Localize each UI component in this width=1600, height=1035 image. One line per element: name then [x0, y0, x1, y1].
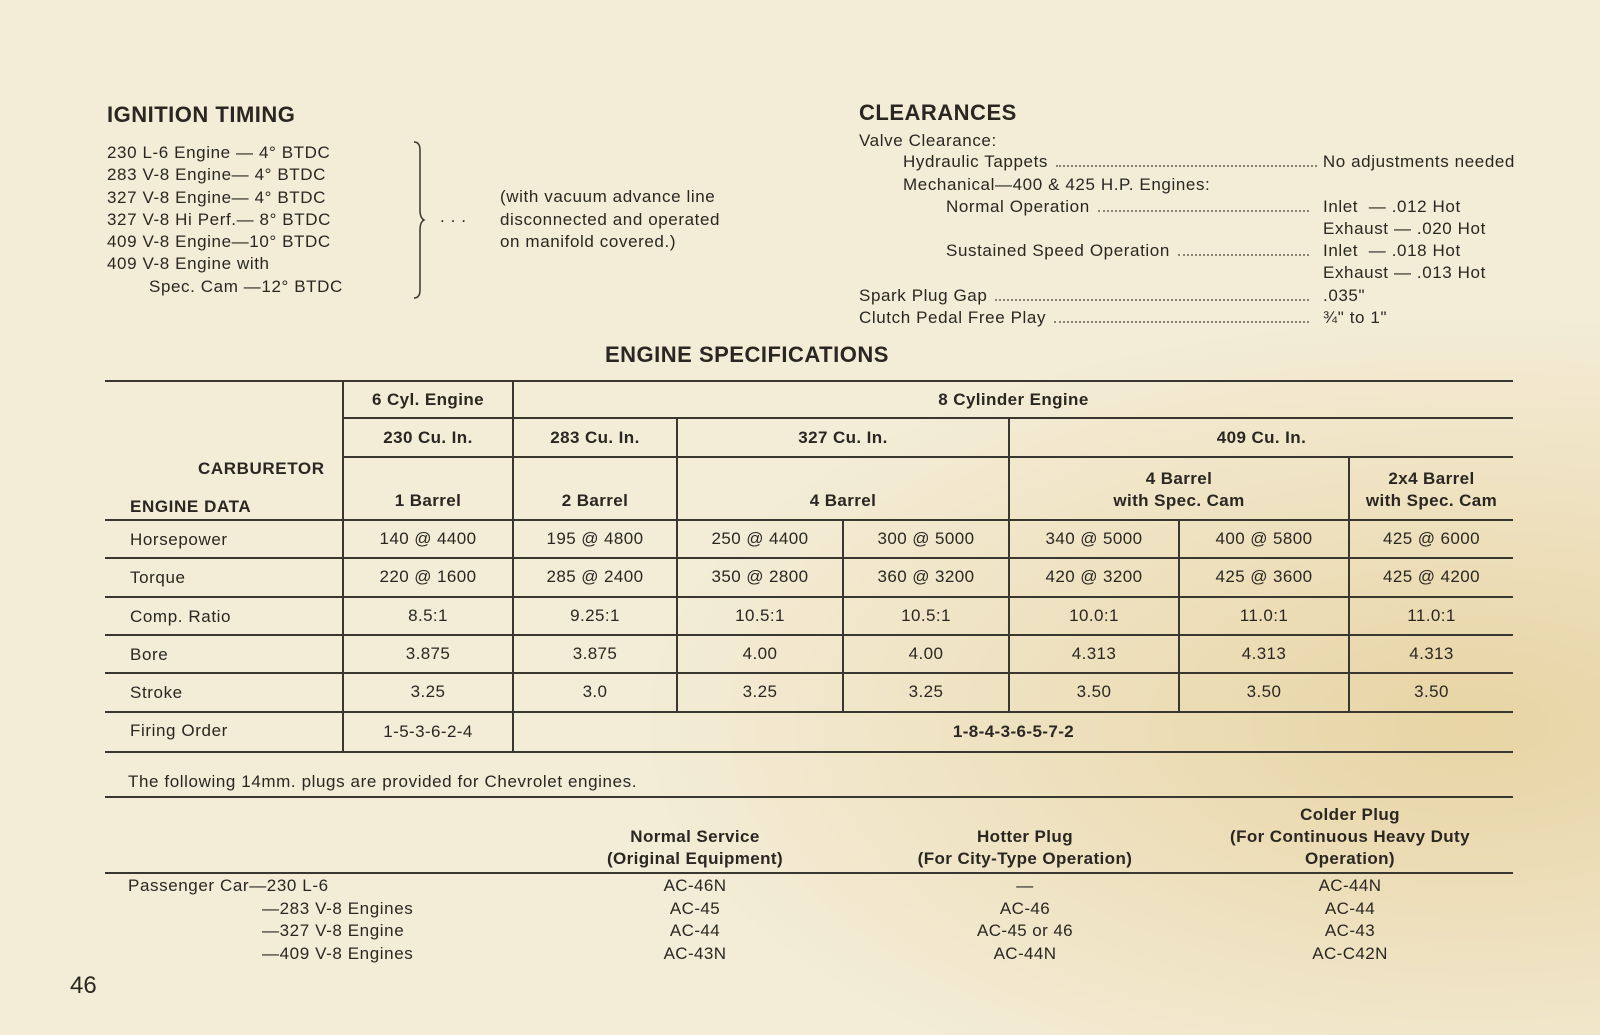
spec-cell: 9.25:1 [570, 606, 620, 625]
firing-order-label: Firing Order [130, 721, 228, 740]
spec-cell: 285 @ 2400 [546, 567, 644, 586]
barrel-2x4-spec [1350, 460, 1513, 519]
barrel-2: 2 Barrel [561, 490, 629, 510]
col-normal-header [560, 826, 830, 870]
spec-cell: 3.25 [908, 682, 944, 701]
ignition-line: 409 V-8 Engine—10° BTDC [107, 232, 331, 252]
header-6cyl: 6 Cyl. Engine [372, 389, 484, 409]
spark-value: .035" [1323, 286, 1366, 305]
col-hotter-line: (For City-Type Operation) [917, 849, 1133, 868]
col-normal-line: (Original Equipment) [606, 849, 784, 868]
note-line: disconnected and operated [500, 209, 721, 229]
col-hotter-header [890, 826, 1160, 870]
spec-cell: 3.875 [572, 644, 618, 663]
plug-normal-cell: AC-44 [669, 921, 721, 940]
note-line: on manifold covered.) [500, 232, 677, 251]
plug-normal-cell: AC-45 [669, 898, 721, 918]
plug-row-label: —327 V-8 Engine [262, 921, 405, 940]
table-rule [105, 796, 1513, 798]
normal-operation-row [946, 197, 1315, 217]
col-colder-line: Colder Plug [1300, 805, 1400, 824]
spec-cell: 4.313 [1071, 644, 1117, 663]
leader-dots [995, 299, 1309, 301]
spec-cell: 420 @ 3200 [1045, 567, 1143, 586]
spec-cell: 425 @ 6000 [1383, 529, 1480, 548]
spec-cell: 8.5:1 [408, 606, 448, 625]
spec-cell: 11.0:1 [1239, 606, 1289, 625]
col-colder-line: (For Continuous Heavy Duty [1230, 827, 1470, 846]
barrel-4-spec-line: with Spec. Cam [1113, 490, 1245, 510]
barrel-2x4-line: 2x4 Barrel [1388, 468, 1475, 488]
plug-normal-cell: AC-43N [663, 943, 727, 963]
ignition-line: 409 V-8 Engine with [107, 254, 270, 274]
clutch-value: ¾" to 1" [1323, 308, 1388, 327]
spark-gap-row [859, 286, 1315, 306]
plug-normal-cell: AC-46N [663, 876, 727, 895]
spec-row-label: Bore [130, 645, 169, 664]
header-409: 409 Cu. In. [1216, 427, 1307, 447]
sustained-inlet: Inlet — .018 Hot [1323, 241, 1461, 260]
engine-specs-title: ENGINE SPECIFICATIONS [605, 342, 889, 367]
spec-cell: 4.00 [742, 644, 778, 663]
spec-cell: 250 @ 4400 [711, 529, 809, 548]
plug-row-label: —283 V-8 Engines [262, 898, 414, 918]
spec-cell: 360 @ 3200 [877, 567, 975, 586]
spec-cell: 3.50 [1076, 682, 1112, 701]
plugs-intro: The following 14mm. plugs are provided for Chevrolet engines. [128, 772, 638, 791]
sustained-exhaust: Exhaust — .013 Hot [1323, 263, 1486, 282]
col-colder-line: Operation) [1305, 849, 1395, 868]
spec-cell: 11.0:1 [1407, 606, 1456, 625]
spec-cell: 220 @ 1600 [379, 567, 477, 586]
page-number: 46 [70, 972, 97, 999]
leader-dots [1054, 321, 1309, 323]
spec-row-label: Horsepower [130, 530, 228, 549]
spec-cell: 3.50 [1414, 682, 1449, 701]
spec-cell: 10.5:1 [735, 606, 785, 625]
spec-cell: 4.313 [1409, 644, 1454, 663]
spec-cell: 425 @ 3600 [1215, 567, 1313, 586]
plug-colder-cell: AC-43 [1324, 921, 1376, 940]
table-rule [105, 872, 1513, 874]
table-rule [343, 456, 1513, 458]
spec-cell: 10.0:1 [1069, 606, 1119, 625]
spec-cell: 400 @ 5800 [1215, 529, 1313, 548]
barrel-4-spec-line: 4 Barrel [1145, 468, 1213, 488]
plug-colder-cell: AC-44N [1318, 876, 1382, 895]
leader-dots [1098, 210, 1309, 212]
ignition-line: 283 V-8 Engine— 4° BTDC [107, 165, 327, 185]
sustained-row [946, 241, 1315, 261]
col-hotter-line: Hotter Plug [976, 827, 1073, 846]
ignition-line: 230 L-6 Engine — 4° BTDC [107, 143, 331, 162]
plug-row-label: —409 V-8 Engines [262, 943, 414, 963]
mechanical-label: Mechanical—400 & 425 H.P. Engines: [903, 175, 1211, 194]
ignition-line: 327 V-8 Hi Perf.— 8° BTDC [107, 209, 331, 229]
plug-hotter-cell: — [1016, 876, 1034, 895]
engine-data-label: ENGINE DATA [130, 497, 252, 516]
normal-label: Normal Operation [946, 197, 1090, 216]
spec-cell: 10.5:1 [901, 606, 951, 625]
barrel-1: 1 Barrel [394, 490, 462, 510]
spec-cell: 3.25 [410, 682, 446, 701]
spec-row-label: Torque [130, 568, 186, 587]
spec-cell: 195 @ 4800 [546, 529, 644, 548]
ignition-timing-title: IGNITION TIMING [107, 102, 296, 127]
spark-label: Spark Plug Gap [859, 286, 988, 305]
normal-inlet: Inlet — .012 Hot [1323, 197, 1461, 216]
table-rule [105, 751, 1513, 753]
plug-colder-cell: AC-C42N [1312, 943, 1388, 963]
bracket-dots: . . . [440, 207, 467, 226]
barrel-4-spec [1010, 460, 1348, 519]
leader-dots [1178, 254, 1309, 256]
spec-cell: 140 @ 4400 [379, 529, 477, 548]
header-8cyl: 8 Cylinder Engine [938, 389, 1089, 409]
plug-colder-cell: AC-44 [1324, 898, 1376, 918]
spec-cell: 3.50 [1246, 682, 1282, 701]
header-327: 327 Cu. In. [798, 427, 888, 447]
spec-cell: 3.0 [582, 682, 608, 701]
ignition-note [500, 186, 720, 254]
spec-cell: 4.313 [1241, 644, 1287, 663]
clutch-row [859, 308, 1315, 328]
header-230: 230 Cu. In. [383, 427, 473, 447]
clearances-title: CLEARANCES [859, 100, 1017, 125]
note-line: (with vacuum advance line [500, 187, 716, 206]
spec-cell: 300 @ 5000 [877, 529, 975, 548]
firing-order-6: 1-5-3-6-2-4 [383, 722, 473, 741]
ignition-timing-list [107, 142, 343, 298]
sustained-label: Sustained Speed Operation [946, 241, 1170, 260]
barrel-4: 4 Barrel [809, 490, 877, 510]
normal-exhaust: Exhaust — .020 Hot [1323, 219, 1486, 238]
brace-icon [412, 140, 426, 300]
plug-hotter-cell: AC-46 [999, 898, 1051, 918]
spec-cell: 350 @ 2800 [711, 567, 809, 586]
spec-cell: 3.875 [405, 644, 451, 663]
spec-row-label: Comp. Ratio [130, 607, 232, 626]
clutch-label: Clutch Pedal Free Play [859, 308, 1047, 327]
spec-cell: 4.00 [908, 644, 944, 663]
plug-hotter-cell: AC-45 or 46 [976, 921, 1074, 940]
header-283: 283 Cu. In. [550, 427, 640, 447]
leader-dots [1056, 165, 1317, 167]
valve-clearance-label: Valve Clearance: [859, 131, 997, 150]
firing-order-8: 1-8-4-3-6-5-7-2 [952, 722, 1075, 741]
carburetor-label: CARBURETOR [198, 459, 325, 478]
spec-cell: 425 @ 4200 [1383, 567, 1480, 586]
col-colder-header [1200, 804, 1500, 870]
spec-cell: 3.25 [742, 682, 778, 701]
spec-row-label: Stroke [130, 683, 183, 702]
col-normal-line: Normal Service [630, 827, 760, 846]
hydraulic-row [903, 152, 1515, 172]
barrel-2x4-line: with Spec. Cam [1365, 490, 1498, 510]
spec-cell: 340 @ 5000 [1045, 529, 1143, 548]
ignition-line: 327 V-8 Engine— 4° BTDC [107, 187, 327, 207]
hydraulic-label: Hydraulic Tappets [903, 152, 1049, 171]
plug-hotter-cell: AC-44N [993, 943, 1057, 963]
ignition-line: Spec. Cam —12° BTDC [149, 276, 343, 296]
hydraulic-value: No adjustments needed [1322, 152, 1515, 171]
plug-row-label: Passenger Car—230 L-6 [128, 876, 329, 895]
